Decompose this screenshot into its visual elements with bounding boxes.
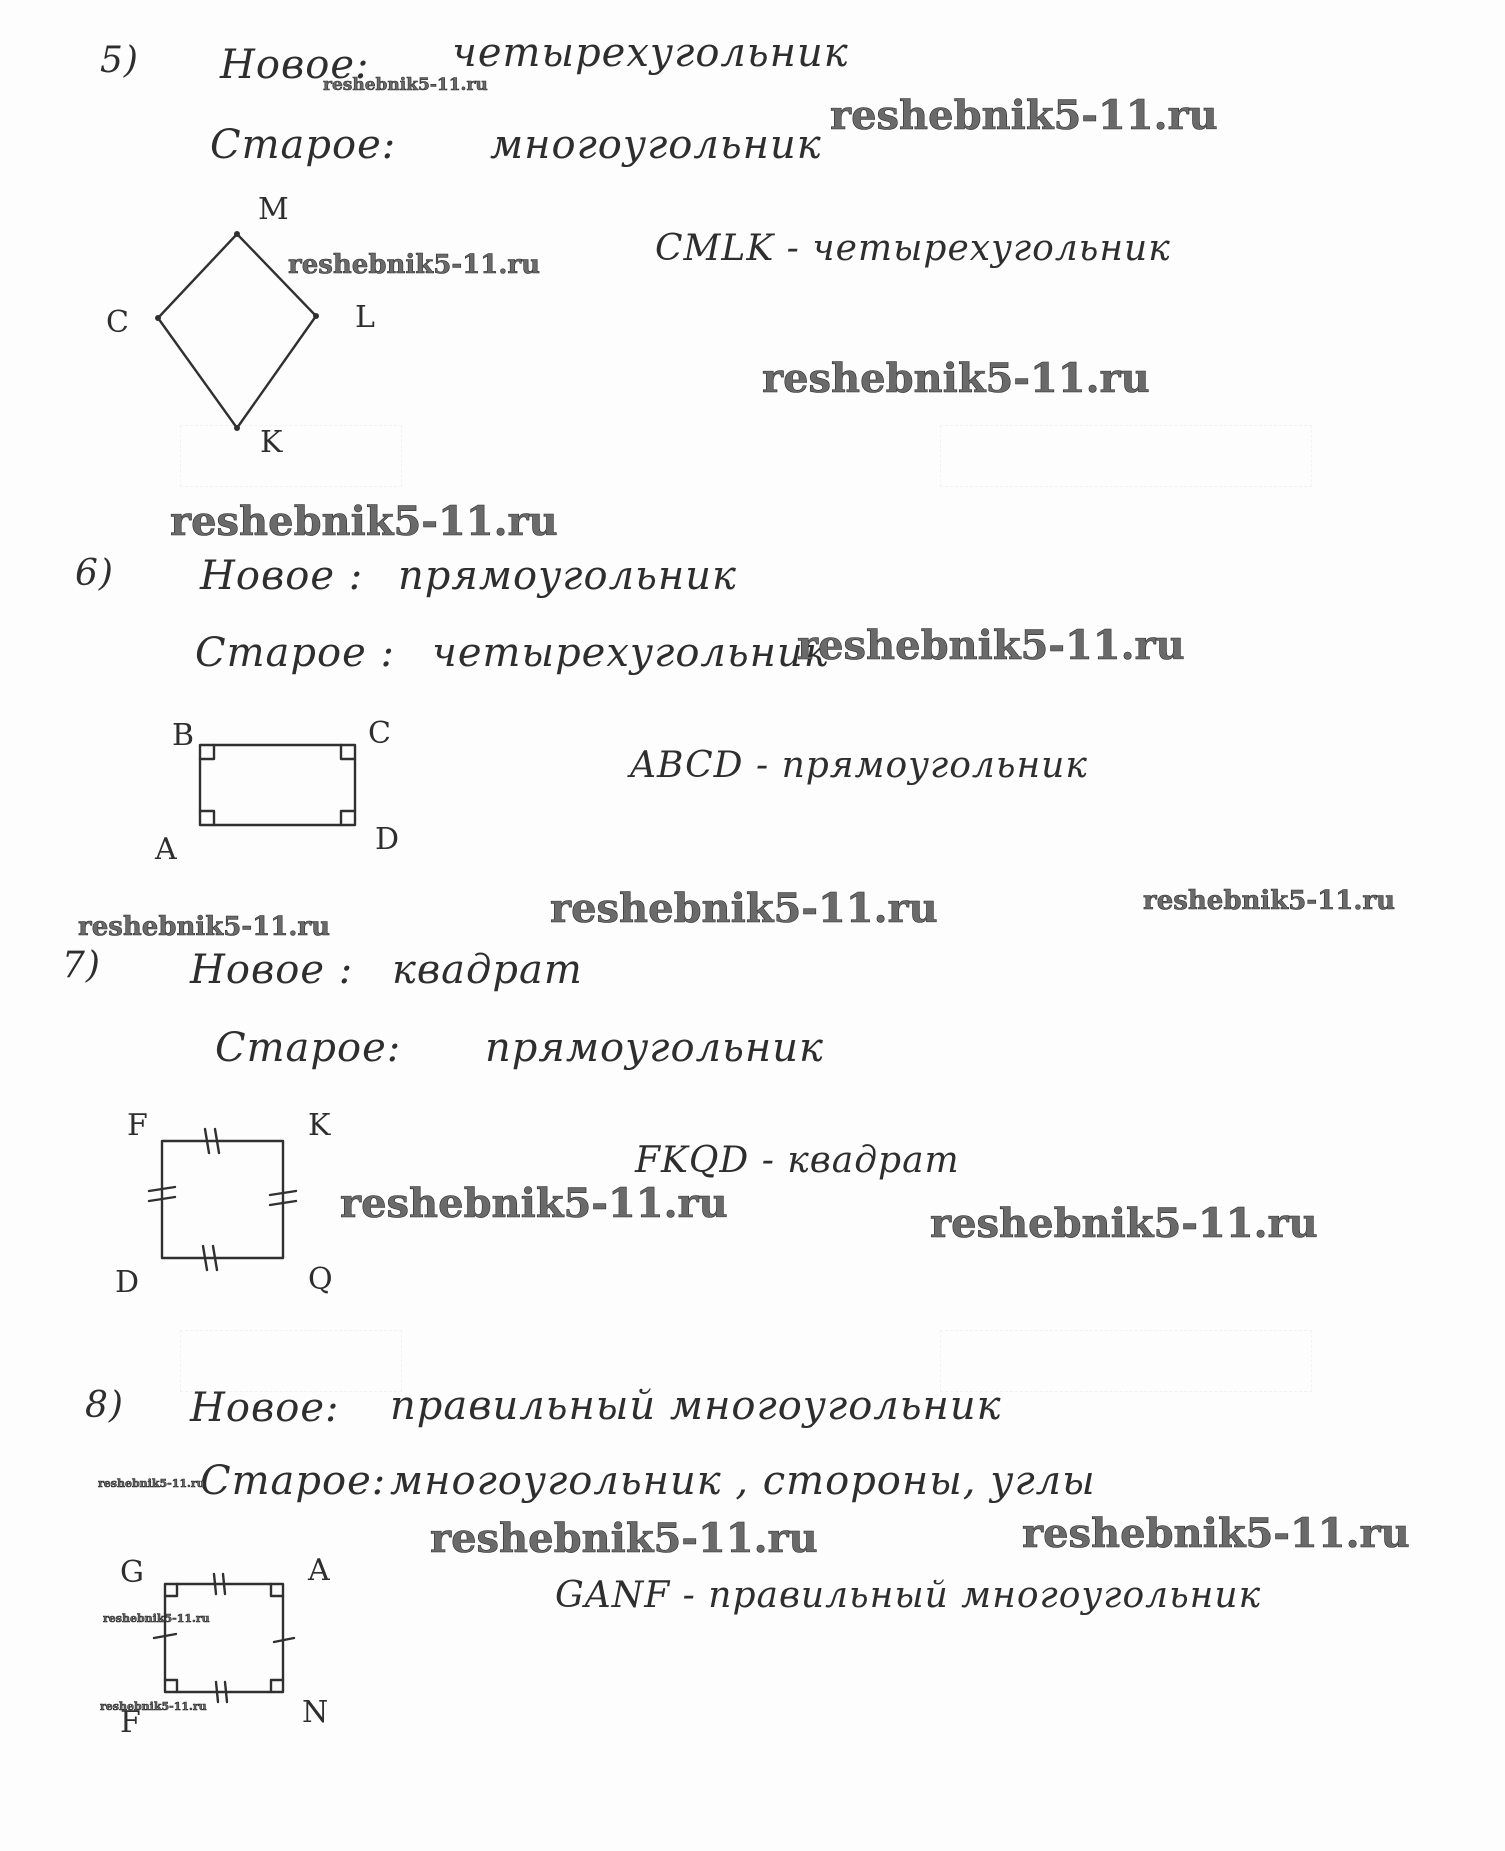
old-value: прямоугольник (485, 1025, 824, 1071)
vertex-label: B (172, 718, 196, 753)
figure-statement: CMLK - четырехугольник (655, 228, 1171, 269)
vertex-label: D (115, 1265, 141, 1300)
new-label: Новое : (190, 947, 354, 993)
figure-statement: GANF - правильный многоугольник (555, 1575, 1262, 1616)
watermark: reshebnik5-11.ru (103, 1612, 210, 1625)
watermark: reshebnik5-11.ru (170, 498, 558, 545)
figure-statement: FKQD - квадрат (635, 1140, 960, 1181)
old-value: четырехугольник (432, 630, 829, 676)
vertex-label: F (120, 1705, 142, 1740)
square-figure (145, 1125, 305, 1275)
section-number: 6) (75, 553, 114, 594)
rectangle-figure (190, 735, 365, 835)
watermark: reshebnik5-11.ru (288, 250, 541, 280)
vertex-label: M (258, 192, 290, 227)
watermark: reshebnik5-11.ru (100, 1700, 207, 1713)
vertex-label: C (368, 716, 392, 751)
watermark: reshebnik5-11.ru (797, 622, 1185, 669)
vertex-label: N (302, 1695, 330, 1730)
new-label: Новое : (200, 553, 364, 599)
old-label: Старое: (215, 1025, 402, 1071)
old-label: Старое : (195, 630, 395, 676)
rhombus-figure (140, 200, 360, 460)
watermark: reshebnik5-11.ru (98, 1477, 205, 1490)
old-label: Старое: (200, 1458, 387, 1504)
section-number: 5) (100, 40, 139, 81)
new-value: четырехугольник (452, 30, 849, 76)
old-value: многоугольник , стороны, углы (390, 1458, 1096, 1504)
vertex-label: K (308, 1108, 332, 1143)
new-value: прямоугольник (398, 553, 737, 599)
section-number: 7) (62, 945, 101, 986)
vertex-label: A (155, 832, 178, 867)
new-label: Новое: (220, 42, 370, 88)
vertex-label: A (308, 1553, 331, 1588)
vertex-label: L (355, 300, 376, 335)
vertex-label: C (106, 305, 130, 340)
vertex-label: K (260, 425, 284, 460)
regular-polygon-figure (150, 1570, 300, 1710)
watermark: reshebnik5-11.ru (1022, 1510, 1410, 1557)
old-value: многоугольник (490, 122, 822, 168)
watermark: reshebnik5-11.ru (78, 912, 331, 942)
new-value: правильный многоугольник (390, 1383, 1002, 1429)
watermark: reshebnik5-11.ru (830, 92, 1218, 139)
watermark: reshebnik5-11.ru (340, 1180, 728, 1227)
watermark: reshebnik5-11.ru (430, 1515, 818, 1562)
old-label: Старое: (210, 122, 397, 168)
figure-statement: ABCD - прямоугольник (630, 745, 1088, 786)
vertex-label: D (375, 822, 401, 857)
watermark: reshebnik5-11.ru (323, 75, 488, 95)
new-value: квадрат (392, 947, 583, 993)
watermark: reshebnik5-11.ru (1143, 886, 1396, 916)
watermark: reshebnik5-11.ru (930, 1200, 1318, 1247)
vertex-label: F (127, 1108, 149, 1143)
new-label: Новое: (190, 1385, 340, 1431)
watermark: reshebnik5-11.ru (550, 885, 938, 932)
watermark: reshebnik5-11.ru (762, 355, 1150, 402)
ghost-grid (940, 425, 1312, 487)
vertex-label: G (120, 1555, 145, 1590)
vertex-label: Q (308, 1262, 334, 1297)
section-number: 8) (85, 1385, 124, 1426)
ghost-grid (180, 1330, 402, 1392)
